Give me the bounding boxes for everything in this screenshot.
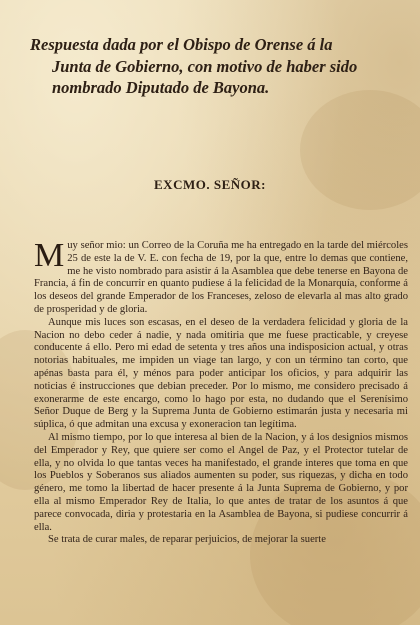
title-line: Junta de Gobierno, con motivo de haber sido: [52, 56, 358, 76]
title-line: nombrado Diputado de Bayona.: [52, 78, 270, 97]
letter-body: [34, 237, 408, 547]
drop-cap: M: [34, 237, 65, 274]
document-title: [30, 34, 400, 99]
paragraph: Aunque mis luces son escasas, en el deseo de la verdadera felicidad y gloria de la Nacion no debo ceder á nadie, y nada omitiria que me fuese practicable, y creyese conducente á ello. Pero mi edad de setenta y tres años una indisposicion actual, y otras notorias habituales, me impiden un viage tan largo, y con un término tan corto, que apénas basta para él, y ménos para poder anticipar los oficios, y para adquirir las noticias é instrucciones que debian preceder. Por lo mismo, me considero precisado á exonerarme de este encargo, como lo hago por esta, no dudando que el Serenísimo Señor Duque de Berg y la Suprema Junta de Gobierno estimarán justa y necesaria mi súplica, ó que admitan una excusa y exoneracion tan legítima.: [34, 316, 408, 431]
title-line: Respuesta dada por el Obispo de Orense á la: [30, 35, 333, 54]
paragraph: [34, 237, 408, 317]
paragraph-text: uy señor mio: un Correo de la Coruña me ha entregado en la tarde del miércoles 25 de este la de V. E. con fecha de 19, por la que, entre lo demas que contiene, me he visto nombrado para asistir á la Asamblea que debe tenerse en Bayona de Francia, á fin de concurrir en quanto pudiese á la felicidad de la Monarquía, conforme á los deseos del grande Emperador de los Franceses, zeloso de elevarla al mas alto grado de prosperidad y de gloria.: [34, 240, 408, 315]
paragraph: Se trata de curar males, de reparar perjuicios, de mejorar la suerte: [48, 534, 326, 546]
salutation: EXCMO. SEÑOR:: [154, 177, 266, 192]
paragraph: Al mismo tiempo, por lo que interesa al bien de la Nacion, y á los designios mismos del Emperador y Rey, que quiere ser como el Angel de Paz, y el Protector tutelar de ella, y no olvida lo que tantas veces ha manifestado, el grande interes que toma en que los Pueblos y Soberanos sus aliados aumenten su poder, sus riquezas, y dicha en todo género, me tomo la libertad de hacer presente á la Junta Suprema de Gobierno, y por ella al mismo Emperador Rey de Italia, lo que antes de tratar de los asuntos á que parece convocada, diria y protestaria en la Asamblea de Bayona, si pudiese concurrir á ella.: [34, 431, 408, 533]
